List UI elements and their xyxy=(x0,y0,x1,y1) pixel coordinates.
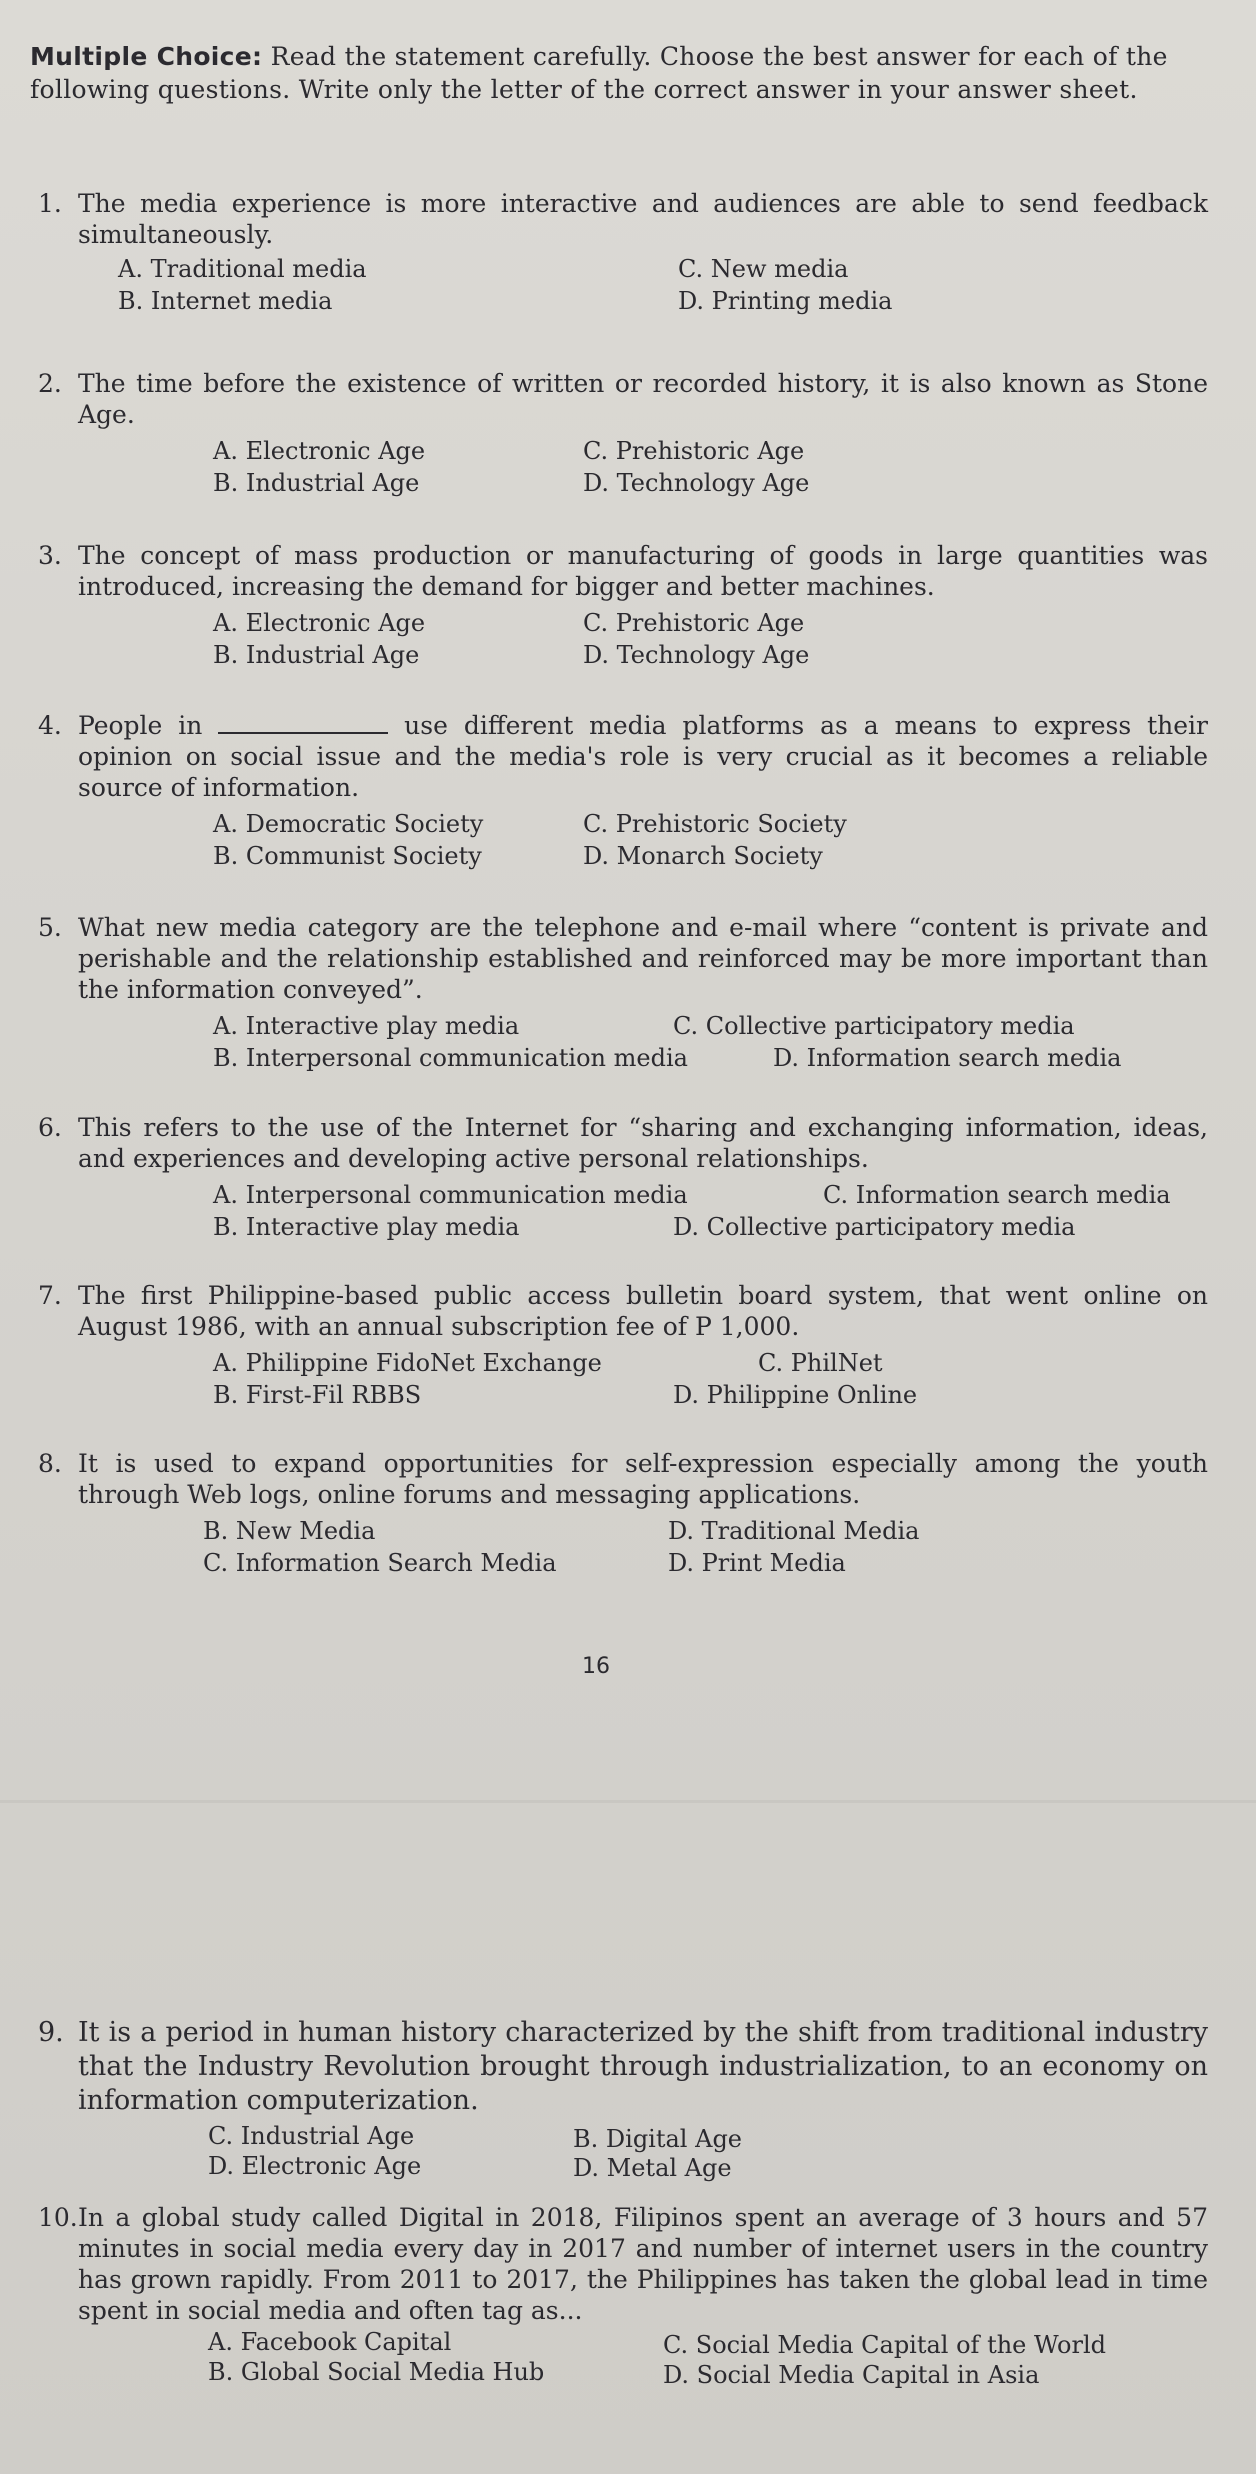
option-b[interactable]: B. Internet media xyxy=(118,287,333,315)
instructions-text: Read the statement carefully. Choose the best answer for each of the following questions. Write only the letter of the correct answer in your answer sheet. xyxy=(30,42,1168,104)
question-text-before: People in xyxy=(78,711,219,740)
question-number: 4. xyxy=(38,711,62,740)
option-b[interactable]: B. Interactive play media xyxy=(213,1213,520,1241)
options xyxy=(78,2120,1208,2190)
question-stem xyxy=(38,2016,1208,2118)
options xyxy=(78,1344,1208,1414)
option-a[interactable]: A. Traditional media xyxy=(118,255,367,283)
option-d[interactable]: D. Technology Age xyxy=(583,469,810,497)
option-d-second[interactable]: D. Print Media xyxy=(668,1549,846,1577)
option-d[interactable]: D. Traditional Media xyxy=(668,1517,920,1545)
options xyxy=(78,805,1208,875)
option-d[interactable]: D. Social Media Capital in Asia xyxy=(663,2361,1040,2389)
question-stem xyxy=(38,1112,1208,1174)
question-stem xyxy=(38,1280,1208,1342)
page-number: 16 xyxy=(582,1654,610,1679)
question-text-after: use different media platforms as a means to express their opinion on social issue and the media's role is very crucial as it becomes a reliable source of information. xyxy=(78,711,1208,802)
option-a[interactable]: A. Facebook Capital xyxy=(208,2328,452,2356)
question-number: 1. xyxy=(38,189,62,218)
answer-blank xyxy=(218,712,388,734)
option-c[interactable]: C. Collective participatory media xyxy=(673,1012,1075,1040)
question-text: The time before the existence of written or recorded history, it is also known as Stone Age. xyxy=(78,369,1208,429)
question-number: 8. xyxy=(38,1449,62,1478)
option-b[interactable]: B. Industrial Age xyxy=(213,469,420,497)
question-text: It is used to expand opportunities for self-expression especially among the youth through Web logs, online forums and messaging applications. xyxy=(78,1449,1208,1509)
question-6 xyxy=(38,1112,1208,1246)
question-2 xyxy=(38,368,1208,502)
question-number: 2. xyxy=(38,369,62,398)
options xyxy=(78,1007,1208,1077)
option-b[interactable]: B. Communist Society xyxy=(213,842,482,870)
question-text: In a global study called Digital in 2018, Filipinos spent an average of 3 hours and 57 minutes in social media every day in 2017 and number of internet users in the country has grown rapidly. From 2011 to 2017, the Philippines has taken the global lead in time spent in social media and often tag as... xyxy=(78,2203,1208,2325)
question-text: The concept of mass production or manufacturing of goods in large quantities was introduced, increasing the demand for bigger and better machines. xyxy=(78,541,1208,601)
option-c[interactable]: C. New media xyxy=(678,255,849,283)
option-d[interactable]: D. Collective participatory media xyxy=(673,1213,1076,1241)
option-b[interactable]: B. Digital Age xyxy=(573,2125,743,2153)
option-d[interactable]: D. Monarch Society xyxy=(583,842,823,870)
options xyxy=(78,252,1208,322)
question-stem xyxy=(38,1448,1208,1510)
option-c[interactable]: C. Information Search Media xyxy=(203,1549,557,1577)
question-9 xyxy=(38,2016,1208,2190)
question-4 xyxy=(38,710,1208,875)
option-a[interactable]: A. Interactive play media xyxy=(213,1012,520,1040)
question-number: 6. xyxy=(38,1113,62,1142)
question-5 xyxy=(38,912,1208,1077)
question-number: 9. xyxy=(38,2017,64,2048)
question-stem xyxy=(38,912,1208,1005)
option-a[interactable]: A. Interpersonal communication media xyxy=(213,1181,688,1209)
option-b[interactable]: B. Industrial Age xyxy=(213,641,420,669)
question-stem xyxy=(38,368,1208,430)
option-c[interactable]: C. Prehistoric Society xyxy=(583,810,847,838)
option-b[interactable]: B. First-Fil RBBS xyxy=(213,1381,422,1409)
options xyxy=(78,604,1208,674)
question-text: It is a period in human history characterized by the shift from traditional industry that the Industry Revolution brought through industrialization, to an economy on information computerization. xyxy=(78,2017,1208,2116)
page-break xyxy=(0,1800,1256,1803)
question-7 xyxy=(38,1280,1208,1414)
instructions-heading: Multiple Choice: xyxy=(30,42,263,71)
option-d[interactable]: D. Printing media xyxy=(678,287,893,315)
question-stem xyxy=(38,2202,1208,2326)
question-3 xyxy=(38,540,1208,674)
question-text: This refers to the use of the Internet for “sharing and exchanging information, ideas, and experiences and developing active personal relationships. xyxy=(78,1113,1208,1173)
option-d-second[interactable]: D. Metal Age xyxy=(573,2154,732,2182)
question-text: The first Philippine-based public access bulletin board system, that went online on August 1986, with an annual subscription fee of P 1,000. xyxy=(78,1281,1208,1341)
question-10 xyxy=(38,2202,1208,2398)
instructions xyxy=(30,40,1210,106)
question-1 xyxy=(38,188,1208,322)
question-number: 3. xyxy=(38,541,62,570)
option-d[interactable]: D. Philippine Online xyxy=(673,1381,918,1409)
question-stem xyxy=(38,710,1208,803)
option-a[interactable]: A. Electronic Age xyxy=(213,437,426,465)
question-number: 10. xyxy=(38,2203,78,2232)
option-c[interactable]: C. Social Media Capital of the World xyxy=(663,2331,1107,2359)
option-b[interactable]: B. Global Social Media Hub xyxy=(208,2358,545,2386)
question-stem xyxy=(38,188,1208,250)
options xyxy=(78,1176,1208,1246)
question-number: 7. xyxy=(38,1281,62,1310)
question-number: 5. xyxy=(38,913,62,942)
options xyxy=(78,432,1208,502)
option-c[interactable]: C. Information search media xyxy=(823,1181,1171,1209)
option-a[interactable]: A. Philippine FidoNet Exchange xyxy=(213,1349,602,1377)
option-c[interactable]: C. Industrial Age xyxy=(208,2122,415,2150)
option-c[interactable]: C. PhilNet xyxy=(758,1349,883,1377)
option-b[interactable]: B. Interpersonal communication media xyxy=(213,1044,688,1072)
question-text: What new media category are the telephone and e-mail where “content is private and perishable and the relationship established and reinforced may be more important than the information conveyed”. xyxy=(78,913,1208,1004)
question-text: The media experience is more interactive and audiences are able to send feedback simultaneously. xyxy=(78,189,1208,249)
options xyxy=(78,2328,1208,2398)
option-d[interactable]: D. Information search media xyxy=(773,1044,1122,1072)
option-c[interactable]: C. Prehistoric Age xyxy=(583,609,805,637)
option-a[interactable]: A. Electronic Age xyxy=(213,609,426,637)
options xyxy=(78,1512,1208,1582)
question-8 xyxy=(38,1448,1208,1582)
option-a[interactable]: A. Democratic Society xyxy=(213,810,484,838)
option-b[interactable]: B. New Media xyxy=(203,1517,376,1545)
question-stem xyxy=(38,540,1208,602)
option-d[interactable]: D. Technology Age xyxy=(583,641,810,669)
option-c[interactable]: C. Prehistoric Age xyxy=(583,437,805,465)
option-d[interactable]: D. Electronic Age xyxy=(208,2152,422,2180)
